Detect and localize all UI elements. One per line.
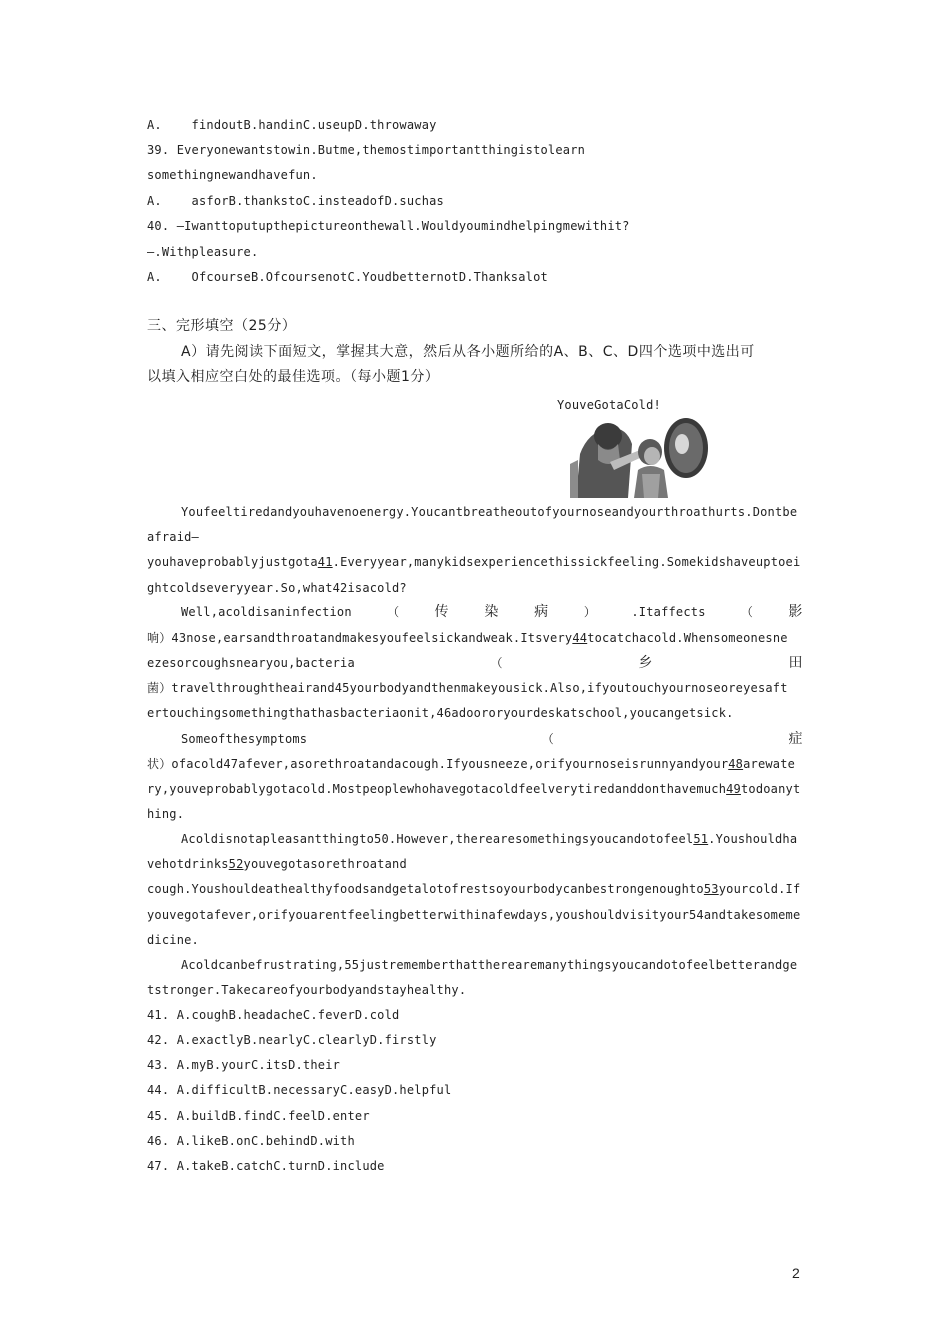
question-46: 46. A.likeB.onC.behindD.with bbox=[147, 1134, 355, 1148]
doctor-examining-child-illustration bbox=[568, 414, 710, 498]
blank-44: 44 bbox=[572, 631, 588, 645]
p2-line1-b: （ bbox=[387, 605, 400, 619]
p2-line3-b: （ bbox=[490, 656, 503, 670]
q40-stem-line1: 40. —Iwanttoputupthepictureonthewall.Wouldyoumindhelpingmewithit? bbox=[147, 219, 630, 233]
p3-line4: hing. bbox=[147, 807, 185, 821]
p3-line3-a: ry,youveprobablygotacold.Mostpeoplewhohavegotacoldfeelverytiredanddonthavemuch bbox=[147, 782, 727, 796]
p2-line1-e: 病 bbox=[534, 604, 549, 620]
p3-line2-a: 状）ofacold47afever,asorethroatandacough.Ifyousneeze,orifyournoseisrunnyandyour bbox=[147, 757, 729, 771]
p1-line3-text-a: youhaveprobablyjustgota bbox=[147, 555, 318, 569]
p3-line1-b: （ bbox=[541, 732, 554, 746]
p2-line5: ertouchingsomethingthathasbacteriaonit,46adoororyourdeskatschool,youcangetsick. bbox=[147, 706, 734, 720]
q38-options: A. findoutB.handinC.useupD.throwaway bbox=[147, 118, 437, 132]
blank-51: 51 bbox=[693, 832, 709, 846]
p2-line4: 菌）travelthroughtheairand45yourbodyandthenmakeyousick.Also,ifyoutouchyournoseoreyesaft bbox=[147, 681, 788, 695]
q40-stem-line2: —.Withpleasure. bbox=[147, 245, 259, 259]
p2-line3-a: ezesorcoughsnearyou,bacteria bbox=[147, 656, 355, 670]
p4-line2-c: youvegotasorethroatand bbox=[243, 857, 407, 871]
p2-line1-d: 染 bbox=[484, 604, 499, 620]
p3-line2-c: arewate bbox=[743, 757, 796, 771]
question-41: 41. A.coughB.headacheC.feverD.cold bbox=[147, 1008, 400, 1022]
q39-options: A. asforB.thankstoC.insteadofD.suchas bbox=[147, 194, 444, 208]
q40-options: A. OfcourseB.OfcoursenotC.YoudbetternotD.Thanksalot bbox=[147, 270, 548, 284]
p1-line2: afraid— bbox=[147, 530, 199, 544]
q39-stem-line2: somethingnewandhavefun. bbox=[147, 168, 318, 182]
p1-line3-text-c: .Everyyear,manykidsexperiencethissickfeeling.Somekidshaveuptoei bbox=[332, 555, 801, 569]
question-43: 43. A.myB.yourC.itsD.their bbox=[147, 1058, 341, 1072]
p2-line1-f: ） bbox=[583, 605, 597, 619]
page-number: 2 bbox=[792, 1265, 800, 1281]
p2-line1-a: Well,acoldisaninfection bbox=[181, 605, 352, 619]
p2-line3 bbox=[147, 655, 803, 671]
blank-49: 49 bbox=[726, 782, 741, 796]
p2-line3-c: 乡 bbox=[638, 655, 653, 671]
p4-line2-a: vehotdrinks bbox=[147, 857, 229, 871]
p2-line1-h: （ bbox=[740, 605, 754, 619]
p4-line5: dicine. bbox=[147, 933, 199, 947]
q39-stem-line1: 39. Everyonewantstowin.Butme,themostimportantthingistolearn bbox=[147, 143, 586, 157]
question-42: 42. A.exactlyB.nearlyC.clearlyD.firstly bbox=[147, 1033, 437, 1047]
p1-line1: Youfeeltiredandyouhavenoenergy.Youcantbreatheoutofyournoseandyourthroathurts.Dontbe bbox=[181, 505, 798, 519]
p3-line1-c: 症 bbox=[788, 731, 803, 747]
blank-41: 41 bbox=[317, 555, 333, 569]
p2-line2 bbox=[147, 630, 788, 646]
p5-line2: tstronger.Takecareofyourbodyandstayhealthy. bbox=[147, 983, 467, 997]
p2-line1-i: 影 bbox=[788, 604, 803, 620]
p3-line1-a: Someofthesymptoms bbox=[181, 732, 308, 746]
p4-line3-a: cough.Youshouldeathealthyfoodsandgetalotofrestsoyourbodycanbestrongenoughto bbox=[147, 882, 704, 896]
p4-line1-a: Acoldisnotapleasantthingto50.However,therearesomethingsyoucandotofeel bbox=[181, 832, 694, 846]
blank-52: 52 bbox=[228, 857, 244, 871]
p2-line2-a: 响）43nose,earsandthroatandmakesyoufeelsickandweak.Itsvery bbox=[147, 631, 573, 645]
p3-line1 bbox=[181, 731, 803, 747]
p2-line1 bbox=[181, 604, 803, 620]
p4-line1-c: .Youshouldha bbox=[708, 832, 798, 846]
question-44: 44. A.difficultB.necessaryC.easyD.helpful bbox=[147, 1083, 452, 1097]
p3-line3 bbox=[147, 781, 800, 797]
question-45: 45. A.buildB.findC.feelD.enter bbox=[147, 1109, 370, 1123]
section-instruction-line1: A）请先阅读下面短文，掌握其大意，然后从各小题所给的A、B、C、D四个选项中选出可 bbox=[181, 344, 755, 360]
question-47: 47. A.takeB.catchC.turnD.include bbox=[147, 1159, 385, 1173]
p4-line2 bbox=[147, 856, 407, 872]
blank-53: 53 bbox=[703, 882, 719, 896]
p2-line2-c: tocatchacold.Whensomeonesne bbox=[587, 631, 788, 645]
p1-line3 bbox=[147, 554, 800, 570]
passage-title: YouveGotaCold! bbox=[557, 398, 661, 412]
p3-line3-c: todoanyt bbox=[740, 782, 801, 796]
p4-line3-c: yourcold.If bbox=[718, 882, 801, 896]
section-instruction-line2: 以填入相应空白处的最佳选项。（每小题1分） bbox=[147, 369, 440, 385]
p2-line1-c: 传 bbox=[434, 604, 450, 620]
p1-line4: ghtcoldseveryyear.So,what42isacold? bbox=[147, 581, 407, 595]
p4-line4: youvegotafever,orifyouarentfeelingbetterwithinafewdays,youshouldvisityour54andtakesomeme bbox=[147, 908, 801, 922]
p3-line2 bbox=[147, 756, 795, 772]
p5-line1: Acoldcanbefrustrating,55justrememberthattherearemanythingsyoucandotofeelbetterandge bbox=[181, 958, 798, 972]
p2-line1-g: .Itaffects bbox=[631, 605, 706, 619]
p4-line1 bbox=[181, 831, 797, 847]
section-heading: 三、完形填空（25分） bbox=[147, 318, 297, 334]
p2-line3-d: 田 bbox=[788, 655, 803, 671]
p4-line3 bbox=[147, 881, 800, 897]
blank-48: 48 bbox=[728, 757, 744, 771]
